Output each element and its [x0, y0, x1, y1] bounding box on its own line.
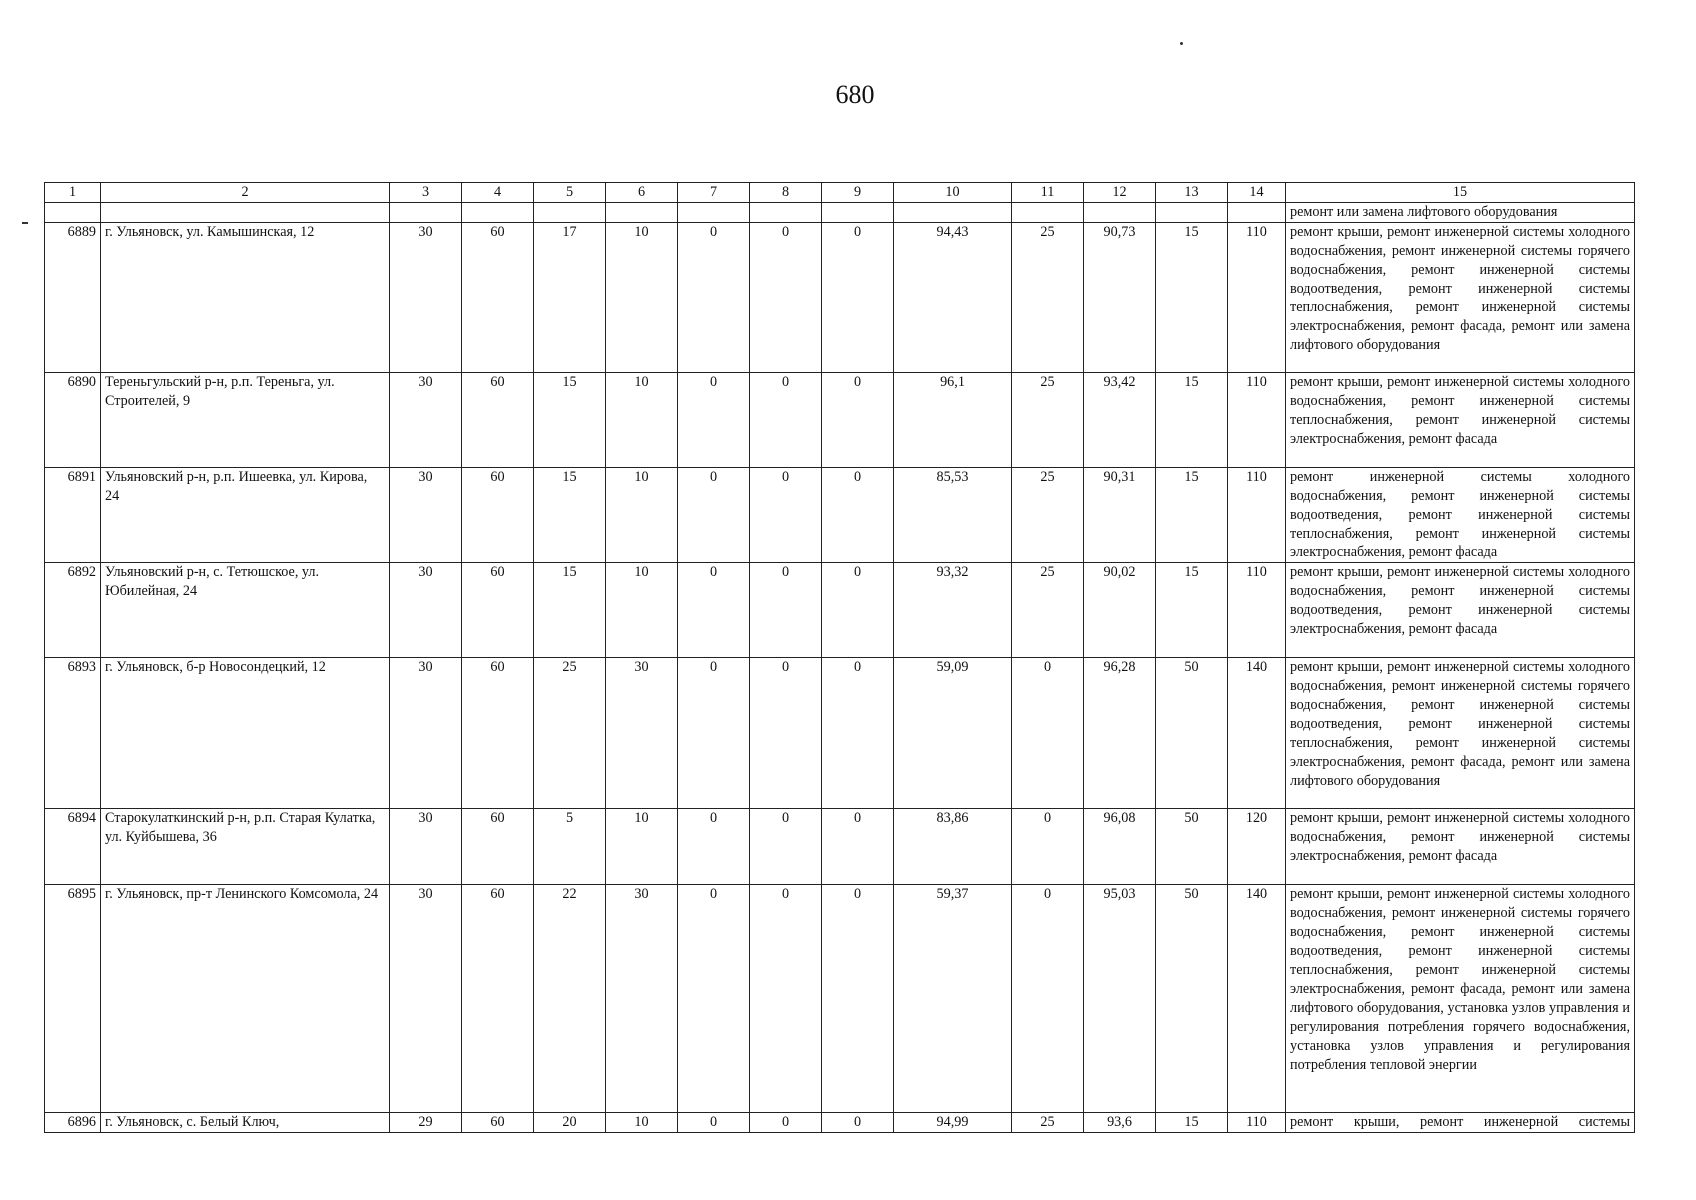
table-row	[45, 563, 1635, 658]
value-col-9: 0	[822, 658, 894, 809]
value-col-12: 96,28	[1084, 658, 1156, 809]
value-col-3: 30	[390, 222, 462, 372]
value-col-5: 17	[534, 222, 606, 372]
column-number: 12	[1084, 183, 1156, 203]
work-list: ремонт крыши, ремонт инженерной системы холодного водоснабжения, ремонт инженерной системы водоотведения, ремонт инженерной системы электроснабжения, ремонт фасада	[1286, 563, 1635, 658]
column-number: 15	[1286, 183, 1635, 203]
value-col-6: 10	[606, 222, 678, 372]
value-col-12: 90,31	[1084, 467, 1156, 563]
value-col-4: 60	[462, 658, 534, 809]
work-list: ремонт или замена лифтового оборудования	[1286, 202, 1635, 222]
work-list: ремонт крыши, ремонт инженерной системы	[1286, 1113, 1635, 1133]
value-col-12: 90,73	[1084, 222, 1156, 372]
value-col-9: 0	[822, 885, 894, 1113]
address: г. Ульяновск, с. Белый Ключ,	[101, 1113, 390, 1133]
value-col-12: 90,02	[1084, 563, 1156, 658]
table-row	[45, 467, 1635, 563]
house-number: 6890	[45, 372, 101, 467]
value-col-6: 10	[606, 809, 678, 885]
address: г. Ульяновск, ул. Камышинская, 12	[101, 222, 390, 372]
value-col-3: 29	[390, 1113, 462, 1133]
house-number: 6892	[45, 563, 101, 658]
column-number: 11	[1012, 183, 1084, 203]
value-col-7: 0	[678, 885, 750, 1113]
value-col-5: 20	[534, 1113, 606, 1133]
value-col-12: 96,08	[1084, 809, 1156, 885]
column-number: 3	[390, 183, 462, 203]
value-col-11: 0	[1012, 658, 1084, 809]
value-col-6: 10	[606, 1113, 678, 1133]
column-number: 2	[101, 183, 390, 203]
value-col-14: 120	[1228, 809, 1286, 885]
value-col-3: 30	[390, 467, 462, 563]
value-col-11: 25	[1012, 467, 1084, 563]
value-col-8: 0	[750, 222, 822, 372]
address: г. Ульяновск, пр-т Ленинского Комсомола, 24	[101, 885, 390, 1113]
value-col-13: 15	[1156, 372, 1228, 467]
value-col-13: 15	[1156, 563, 1228, 658]
table-row	[45, 222, 1635, 372]
value-col-6: 10	[606, 563, 678, 658]
value-col-7: 0	[678, 563, 750, 658]
address: Ульяновский р-н, с. Тетюшское, ул. Юбилейная, 24	[101, 563, 390, 658]
column-number: 6	[606, 183, 678, 203]
value-col-14: 140	[1228, 658, 1286, 809]
table-row	[45, 1113, 1635, 1133]
value-col-9: 0	[822, 563, 894, 658]
value-col-4: 60	[462, 809, 534, 885]
value-col-5: 15	[534, 467, 606, 563]
value-col-3: 30	[390, 563, 462, 658]
value-col-11: 25	[1012, 372, 1084, 467]
house-number: 6896	[45, 1113, 101, 1133]
page-number: 680	[835, 80, 875, 109]
value-col-11: 25	[1012, 1113, 1084, 1133]
value-col-8: 0	[750, 809, 822, 885]
column-number: 8	[750, 183, 822, 203]
address: Старокулаткинский р-н, р.п. Старая Кулатка, ул. Куйбышева, 36	[101, 809, 390, 885]
table-row	[45, 658, 1635, 809]
value-col-12: 95,03	[1084, 885, 1156, 1113]
value-col-11: 0	[1012, 885, 1084, 1113]
value-col-10: 85,53	[894, 467, 1012, 563]
value-col-9: 0	[822, 467, 894, 563]
value-col-10: 93,32	[894, 563, 1012, 658]
value-col-4: 60	[462, 467, 534, 563]
work-list: ремонт крыши, ремонт инженерной системы холодного водоснабжения, ремонт инженерной системы горячего водоснабжения, ремонт инженерной системы водоотведения, ремонт инженерной системы теплоснабжения, ремонт инженерной системы электроснабжения, ремонт фасада, ремонт или замена лифтового оборудования, установка узлов управления и регулирования потребления горячего водоснабжения, установка узлов управления и регулирования потребления тепловой энергии	[1286, 885, 1635, 1113]
value-col-9: 0	[822, 372, 894, 467]
value-col-6: 30	[606, 658, 678, 809]
address: Тереньгульский р-н, р.п. Тереньга, ул. Строителей, 9	[101, 372, 390, 467]
value-col-8: 0	[750, 467, 822, 563]
value-col-8: 0	[750, 658, 822, 809]
value-col-5: 15	[534, 372, 606, 467]
value-col-14: 140	[1228, 885, 1286, 1113]
value-col-10: 94,99	[894, 1113, 1012, 1133]
value-col-10: 94,43	[894, 222, 1012, 372]
address: Ульяновский р-н, р.п. Ишеевка, ул. Кирова, 24	[101, 467, 390, 563]
column-number: 10	[894, 183, 1012, 203]
value-col-10: 59,09	[894, 658, 1012, 809]
value-col-5: 15	[534, 563, 606, 658]
value-col-6: 10	[606, 467, 678, 563]
column-number-row	[45, 183, 1635, 203]
value-col-3: 30	[390, 885, 462, 1113]
house-number: 6895	[45, 885, 101, 1113]
value-col-8: 0	[750, 885, 822, 1113]
value-col-13: 50	[1156, 658, 1228, 809]
value-col-5: 5	[534, 809, 606, 885]
value-col-13: 15	[1156, 1113, 1228, 1133]
table-row	[45, 885, 1635, 1113]
value-col-4: 60	[462, 372, 534, 467]
value-col-10: 96,1	[894, 372, 1012, 467]
value-col-12: 93,42	[1084, 372, 1156, 467]
value-col-8: 0	[750, 1113, 822, 1133]
continuation-row	[45, 202, 1635, 222]
value-col-9: 0	[822, 222, 894, 372]
value-col-14: 110	[1228, 467, 1286, 563]
value-col-7: 0	[678, 467, 750, 563]
column-number: 7	[678, 183, 750, 203]
value-col-7: 0	[678, 222, 750, 372]
value-col-4: 60	[462, 1113, 534, 1133]
value-col-13: 15	[1156, 467, 1228, 563]
value-col-4: 60	[462, 222, 534, 372]
value-col-7: 0	[678, 372, 750, 467]
value-col-4: 60	[462, 563, 534, 658]
value-col-8: 0	[750, 372, 822, 467]
value-col-6: 30	[606, 885, 678, 1113]
value-col-14: 110	[1228, 1113, 1286, 1133]
value-col-3: 30	[390, 809, 462, 885]
column-number: 1	[45, 183, 101, 203]
house-number: 6893	[45, 658, 101, 809]
value-col-10: 59,37	[894, 885, 1012, 1113]
value-col-7: 0	[678, 658, 750, 809]
value-col-11: 25	[1012, 563, 1084, 658]
column-number: 5	[534, 183, 606, 203]
value-col-6: 10	[606, 372, 678, 467]
house-number: 6894	[45, 809, 101, 885]
work-list: ремонт крыши, ремонт инженерной системы холодного водоснабжения, ремонт инженерной системы теплоснабжения, ремонт инженерной системы электроснабжения, ремонт фасада	[1286, 372, 1635, 467]
value-col-3: 30	[390, 372, 462, 467]
value-col-5: 25	[534, 658, 606, 809]
value-col-3: 30	[390, 658, 462, 809]
work-list: ремонт крыши, ремонт инженерной системы холодного водоснабжения, ремонт инженерной системы горячего водоснабжения, ремонт инженерной системы водоотведения, ремонт инженерной системы теплоснабжения, ремонт инженерной системы электроснабжения, ремонт фасада, ремонт или замена лифтового оборудования	[1286, 222, 1635, 372]
scan-speck	[22, 222, 28, 224]
value-col-13: 50	[1156, 885, 1228, 1113]
value-col-4: 60	[462, 885, 534, 1113]
value-col-14: 110	[1228, 222, 1286, 372]
work-list: ремонт крыши, ремонт инженерной системы холодного водоснабжения, ремонт инженерной системы электроснабжения, ремонт фасада	[1286, 809, 1635, 885]
column-number: 14	[1228, 183, 1286, 203]
work-list: ремонт инженерной системы холодного водоснабжения, ремонт инженерной системы водоотведения, ремонт инженерной системы теплоснабжения, ремонт инженерной системы электроснабжения, ремонт фасада	[1286, 467, 1635, 563]
value-col-7: 0	[678, 1113, 750, 1133]
address: г. Ульяновск, б-р Новосондецкий, 12	[101, 658, 390, 809]
registry-table	[44, 182, 1635, 1133]
value-col-8: 0	[750, 563, 822, 658]
value-col-11: 0	[1012, 809, 1084, 885]
table-row	[45, 809, 1635, 885]
column-number: 13	[1156, 183, 1228, 203]
house-number: 6891	[45, 467, 101, 563]
house-number: 6889	[45, 222, 101, 372]
value-col-9: 0	[822, 1113, 894, 1133]
column-number: 4	[462, 183, 534, 203]
table-row	[45, 372, 1635, 467]
value-col-10: 83,86	[894, 809, 1012, 885]
value-col-14: 110	[1228, 372, 1286, 467]
work-list: ремонт крыши, ремонт инженерной системы холодного водоснабжения, ремонт инженерной системы горячего водоснабжения, ремонт инженерной системы водоотведения, ремонт инженерной системы теплоснабжения, ремонт инженерной системы электроснабжения, ремонт фасада, ремонт или замена лифтового оборудования	[1286, 658, 1635, 809]
column-number: 9	[822, 183, 894, 203]
value-col-12: 93,6	[1084, 1113, 1156, 1133]
value-col-13: 50	[1156, 809, 1228, 885]
value-col-7: 0	[678, 809, 750, 885]
value-col-5: 22	[534, 885, 606, 1113]
value-col-11: 25	[1012, 222, 1084, 372]
scan-speck	[1180, 42, 1183, 45]
value-col-9: 0	[822, 809, 894, 885]
value-col-13: 15	[1156, 222, 1228, 372]
value-col-14: 110	[1228, 563, 1286, 658]
